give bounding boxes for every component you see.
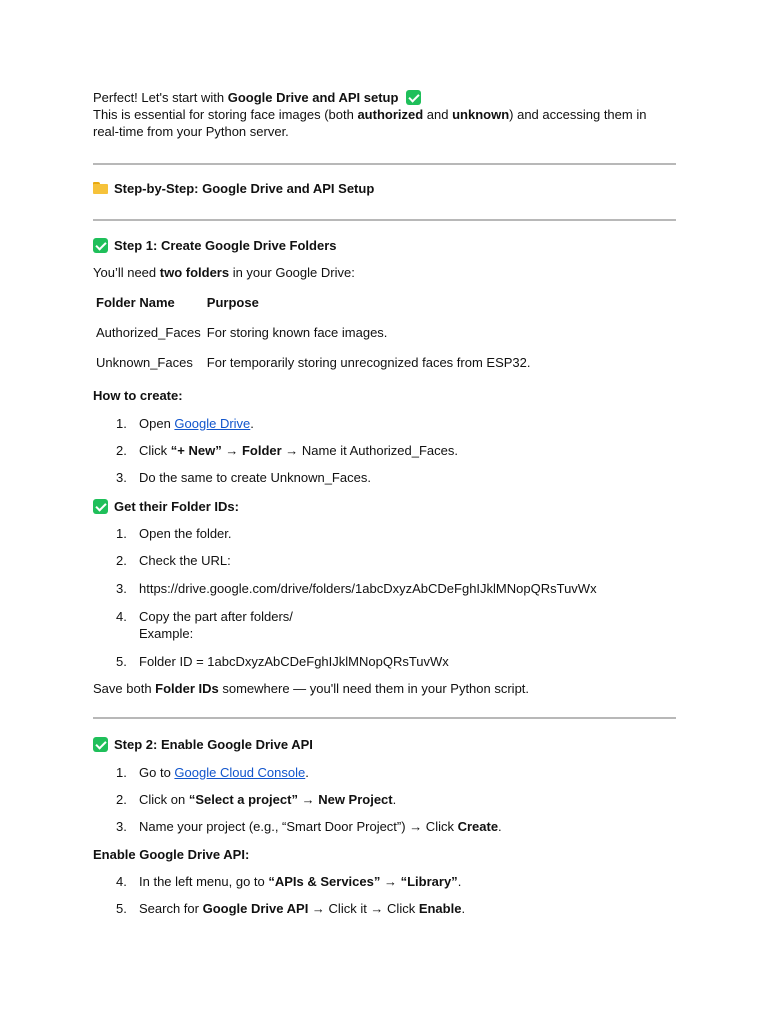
intro-line-2: This is essential for storing face images (both authorized and unknown) and accessing them in real-time from your Python server. bbox=[93, 107, 647, 139]
list-item: 4. Copy the part after folders/ Example: bbox=[116, 609, 293, 641]
list-item: 2. Check the URL: bbox=[116, 553, 231, 568]
table-cell: Unknown_Faces bbox=[96, 354, 193, 370]
step2-title: Step 2: Enable Google Drive API bbox=[93, 734, 313, 754]
check-mark-icon bbox=[93, 499, 108, 514]
section-title: Step-by-Step: Google Drive and API Setup bbox=[93, 178, 374, 198]
how-to-create-heading: How to create: bbox=[93, 388, 183, 403]
check-mark-icon bbox=[93, 737, 108, 752]
check-mark-icon bbox=[406, 90, 421, 105]
list-item: 4. In the left menu, go to “APIs & Services” → “Library”. bbox=[116, 874, 462, 889]
table-cell: Authorized_Faces bbox=[96, 324, 201, 340]
intro-line-1: Perfect! Let's start with Google Drive and API setup bbox=[93, 89, 676, 106]
step1-title: Step 1: Create Google Drive Folders bbox=[93, 235, 337, 255]
list-item: 2. Click on “Select a project” → New Project. bbox=[116, 792, 397, 807]
step2-list bbox=[93, 900, 676, 917]
save-ids-text: Save both Folder IDs somewhere — you'll need them in your Python script. bbox=[93, 681, 530, 696]
step2-list bbox=[93, 818, 676, 835]
list-item: 5. Search for Google Drive API → Click it → Click Enable. bbox=[116, 901, 466, 916]
create-steps-list bbox=[93, 415, 676, 432]
google-drive-link[interactable]: Google Drive bbox=[174, 416, 251, 431]
list-item: 2. Click “+ New” → Folder → Name it Authorized_Faces. bbox=[116, 443, 458, 458]
step1-need-text: You’ll need two folders in your Google Drive: bbox=[93, 265, 355, 280]
check-mark-icon bbox=[93, 238, 108, 253]
google-cloud-console-link[interactable]: Google Cloud Console bbox=[174, 765, 306, 780]
list-item: 1. Open the folder. bbox=[116, 526, 232, 541]
step2-list bbox=[93, 791, 676, 808]
table-row bbox=[93, 347, 533, 377]
list-item: 5. Folder ID = 1abcDxyzAbCDeFghIJklMNopQRsTuvWx bbox=[116, 654, 449, 669]
table-header: Purpose bbox=[206, 294, 259, 310]
list-item: 3. Name your project (e.g., “Smart Door Project”) → Click Create. bbox=[116, 819, 502, 834]
folder-icon bbox=[93, 182, 108, 194]
divider bbox=[93, 717, 676, 719]
list-item: 1. Open Google Drive. bbox=[116, 416, 254, 431]
table-row bbox=[93, 317, 533, 347]
list-item: 1. Go to Google Cloud Console. bbox=[116, 765, 309, 780]
divider bbox=[93, 219, 676, 221]
enable-api-heading: Enable Google Drive API: bbox=[93, 847, 250, 862]
create-steps-list bbox=[93, 469, 676, 486]
folder-id-steps-list bbox=[93, 552, 676, 569]
list-item: 3. https://drive.google.com/drive/folders/1abcDxyzAbCDeFghIJklMNopQRsTuvWx bbox=[116, 581, 597, 596]
table-header: Folder Name bbox=[96, 294, 175, 310]
table-cell: For temporarily storing unrecognized faces from ESP32. bbox=[206, 354, 531, 370]
step2-list bbox=[93, 873, 676, 890]
table-header-row bbox=[93, 287, 533, 317]
folder-id-steps-list bbox=[93, 580, 676, 597]
folders-table bbox=[93, 287, 533, 377]
step2-list bbox=[93, 764, 676, 781]
divider bbox=[93, 163, 676, 165]
table-cell: For storing known face images. bbox=[206, 324, 388, 340]
folder-ids-heading: Get their Folder IDs: bbox=[93, 496, 239, 516]
folder-id-steps-list bbox=[93, 608, 676, 642]
folder-id-steps-list bbox=[93, 525, 676, 542]
intro bbox=[93, 89, 676, 140]
folder-id-steps-list bbox=[93, 653, 676, 670]
list-item: 3. Do the same to create Unknown_Faces. bbox=[116, 470, 371, 485]
create-steps-list bbox=[93, 442, 676, 459]
